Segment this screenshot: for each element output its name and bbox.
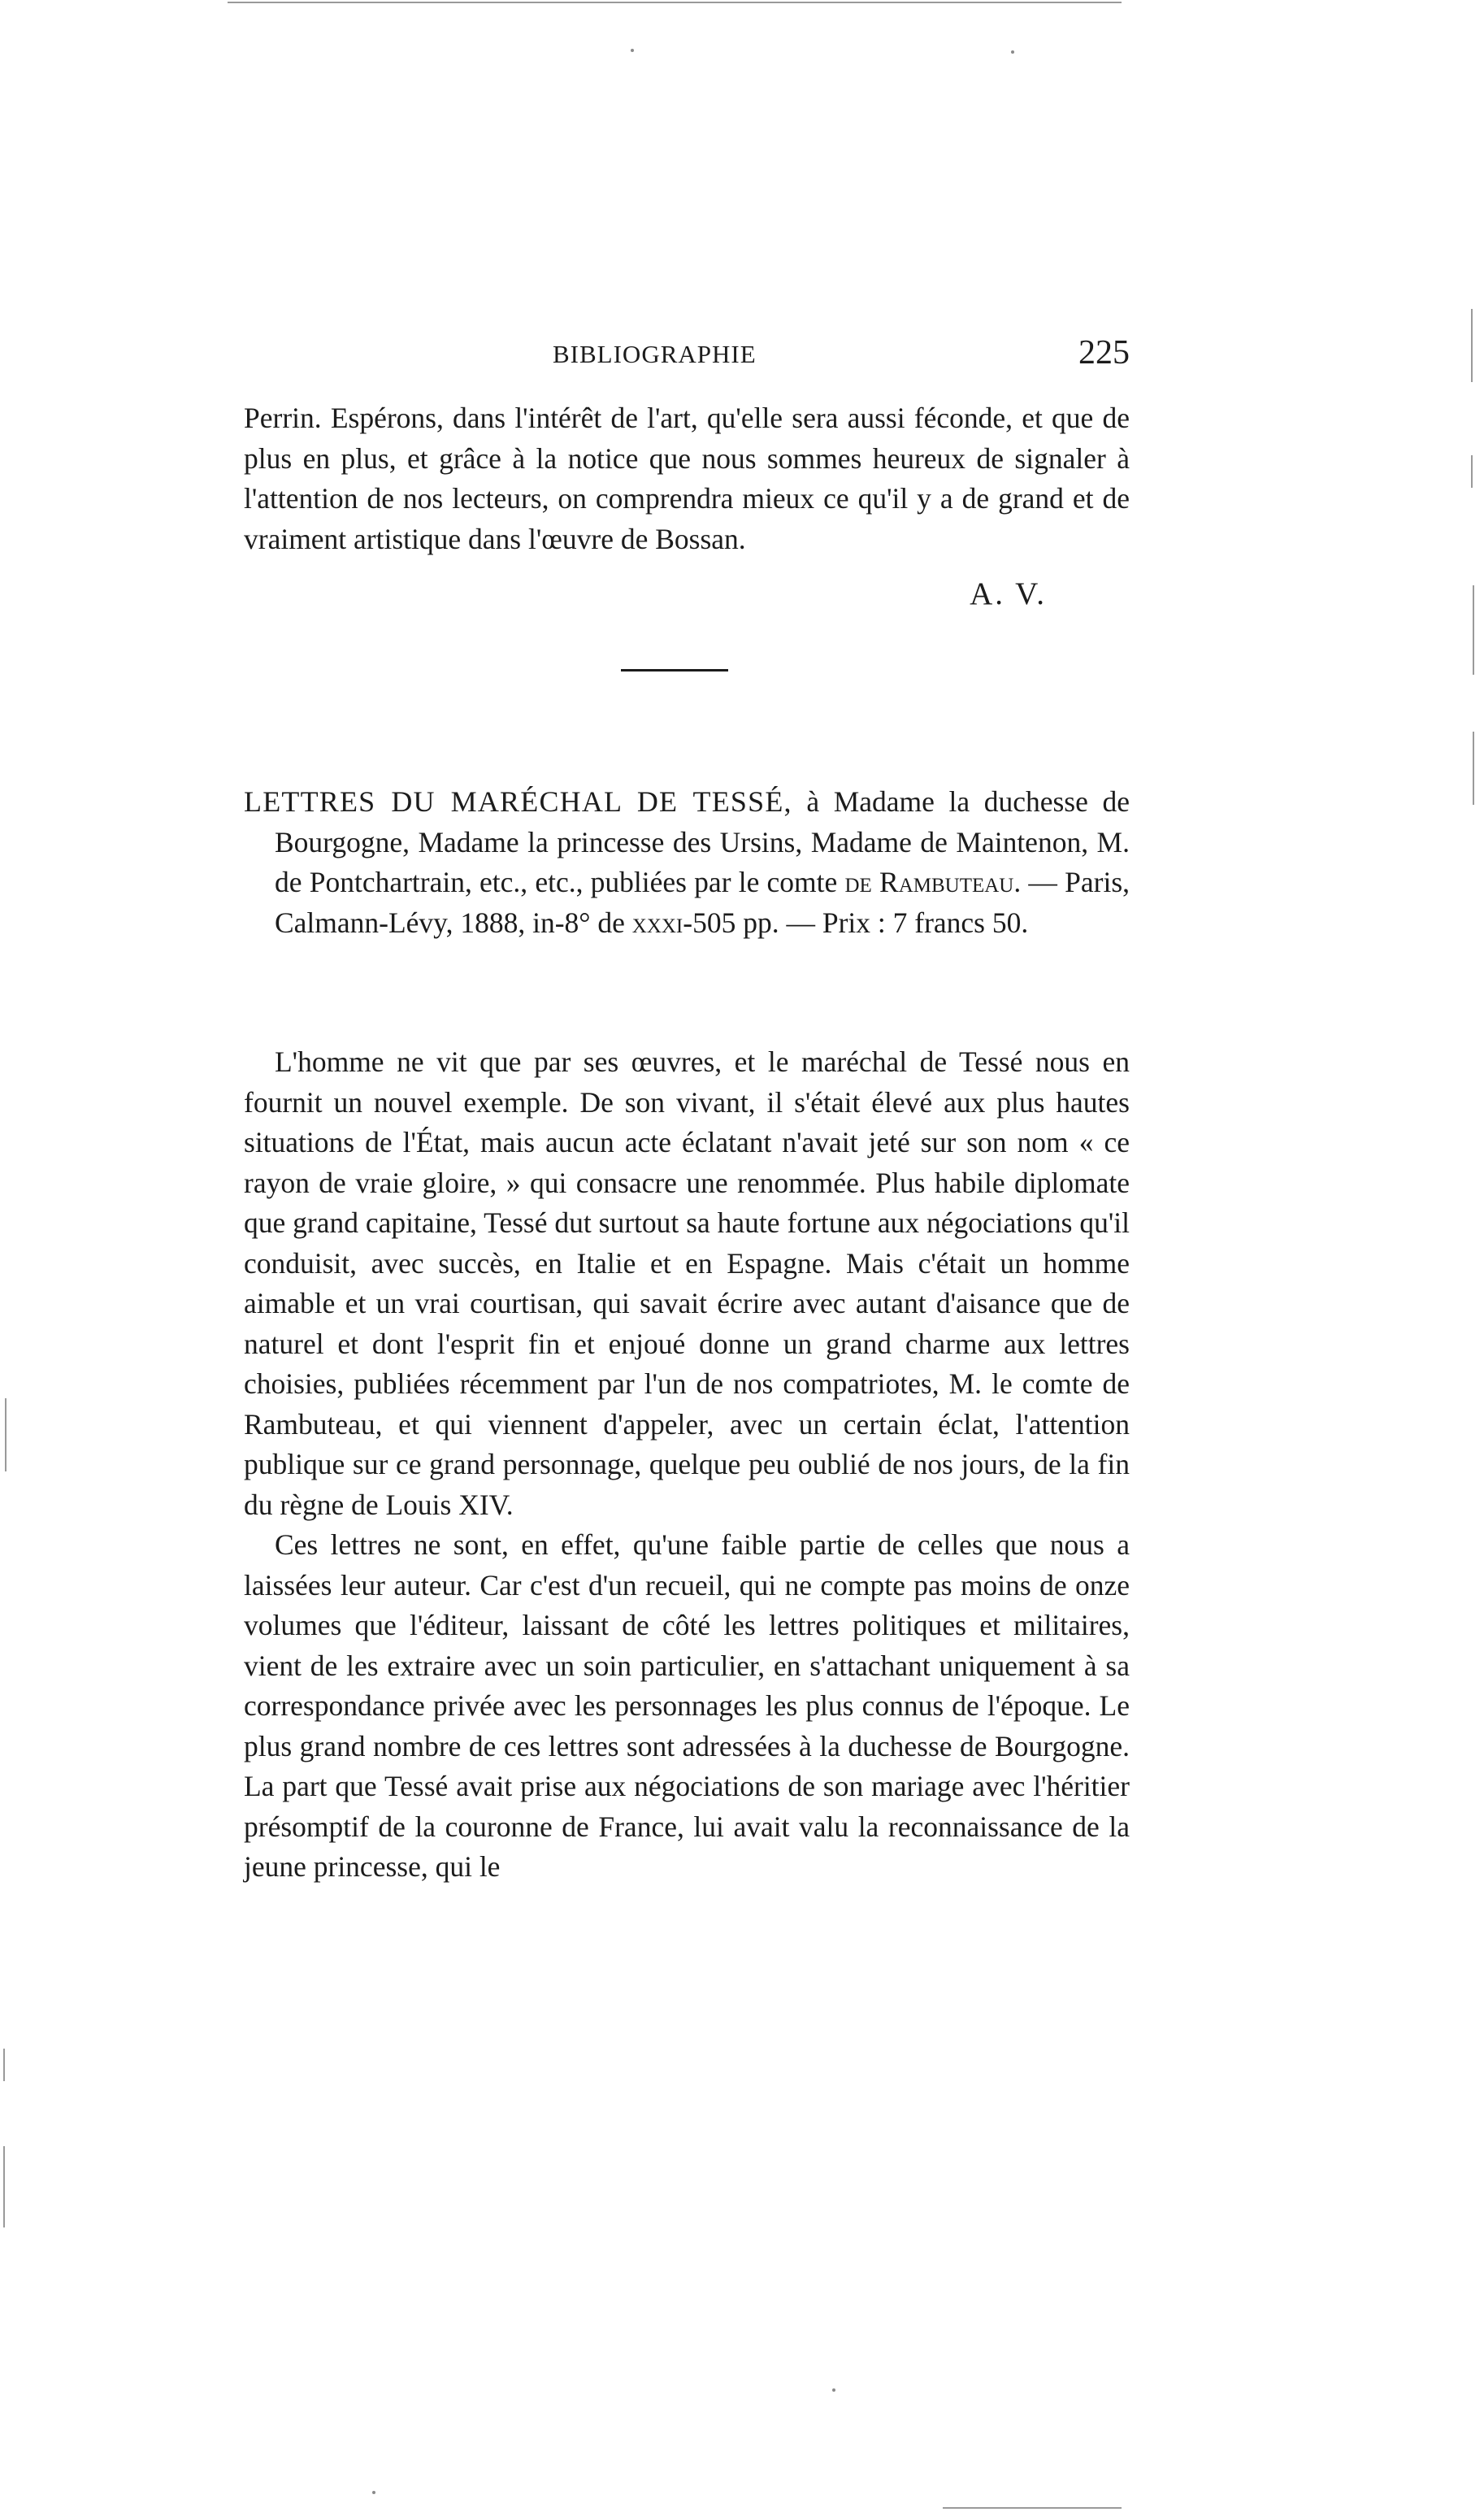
scan-top-edge [228,2,1122,3]
scan-right-edge-mark [1471,309,1473,382]
book-roman-pages: xxxi [631,906,683,939]
running-head: BIBLIOGRAPHIE [553,340,757,368]
intro-paragraph: Perrin. Espérons, dans l'intérêt de l'art, qu'elle sera aussi féconde, et que de plus en plus, et grâce à la notice que nous sommes heureux de signaler à l'attention de nos lecteurs, on comprendra mieux ce qu'il y a de grand et de vraiment artistique dans l'œuvre de Bossan. [244,402,1130,555]
scan-bottom-edge [943,2507,1122,2509]
page-number: 225 [1078,334,1130,372]
page-header [244,333,1130,382]
book-title: LETTRES DU MARÉCHAL DE TESSÉ, [244,785,792,818]
review-paragraph-1: L'homme ne vit que par ses œuvres, et le maréchal de Tessé nous en fournit un nouvel exemple. De son vivant, il s'était élevé aux plus hautes situations de l'État, mais aucun acte éclatant n'avait jeté sur son nom « ce rayon de vraie gloire, » qui consacre une renommée. Plus habile diplomate que grand capitaine, Tessé dut surtout sa haute fortune aux négociations qu'il conduisit, avec succès, en Italie et en Espagne. Mais c'était un homme aimable et un vrai courtisan, qui savait écrire avec autant d'aisance que de naturel et dont l'esprit fin et enjoué donne un grand charme aux lettres choisies, publiées récemment par l'un de nos compatriotes, M. le comte de Rambuteau, et qui viennent d'appeler, avec un certain éclat, l'attention publique sur ce grand personnage, quelque peu oublié de nos jours, de la fin du règne de Louis XIV. [244,1045,1130,1521]
scan-speck [631,49,634,52]
book-description-part-2: . — Paris, Calmann-Lévy, 1888, in-8° de [275,866,1130,939]
book-editor: de Rambuteau [844,866,1014,898]
review-body [244,1042,1130,1888]
review-paragraph-2: Ces lettres ne sont, en effet, qu'une faible partie de celles que nous a laissées leur auteur. Car c'est d'un recueil, qui ne compte pas moins de onze volumes que l'éditeur, laissant de côté les lettres politiques et militaires, vient de les extraire avec un soin particulier, en s'attachant uniquement à sa correspondance privée avec les personnages les plus connus de l'époque. Le plus grand nombre de ces lettres sont adressées à la duchesse de Bourgogne. La part que Tessé avait prise aux négociations de son mariage avec l'héritier présomptif de la couronne de France, lui avait valu la reconnaissance de la jeune princesse, qui le [244,1528,1130,1883]
scan-speck [372,2491,375,2494]
reviewer-signature: A. V. [970,576,1047,611]
section-divider [621,669,728,671]
scan-left-edge-mark [3,2146,5,2227]
scan-left-edge-mark [5,1398,7,1471]
scan-right-edge-mark [1471,455,1473,488]
previous-review-ending [244,398,1130,559]
scan-speck [832,2388,835,2392]
scan-left-edge-mark [3,2049,5,2081]
book-entry [244,782,1130,943]
scan-right-edge-mark [1473,585,1474,675]
book-description-part-1: à Madame la duchesse de Bourgogne, Madame la princesse des Ursins, Madame de Maintenon, M. de Pontchartrain, etc., etc., publiées par le comte [275,785,1130,898]
scan-speck [1011,50,1014,54]
scan-right-edge-mark [1473,732,1474,805]
book-description-part-3: -505 pp. — Prix : 7 francs 50. [683,906,1029,939]
